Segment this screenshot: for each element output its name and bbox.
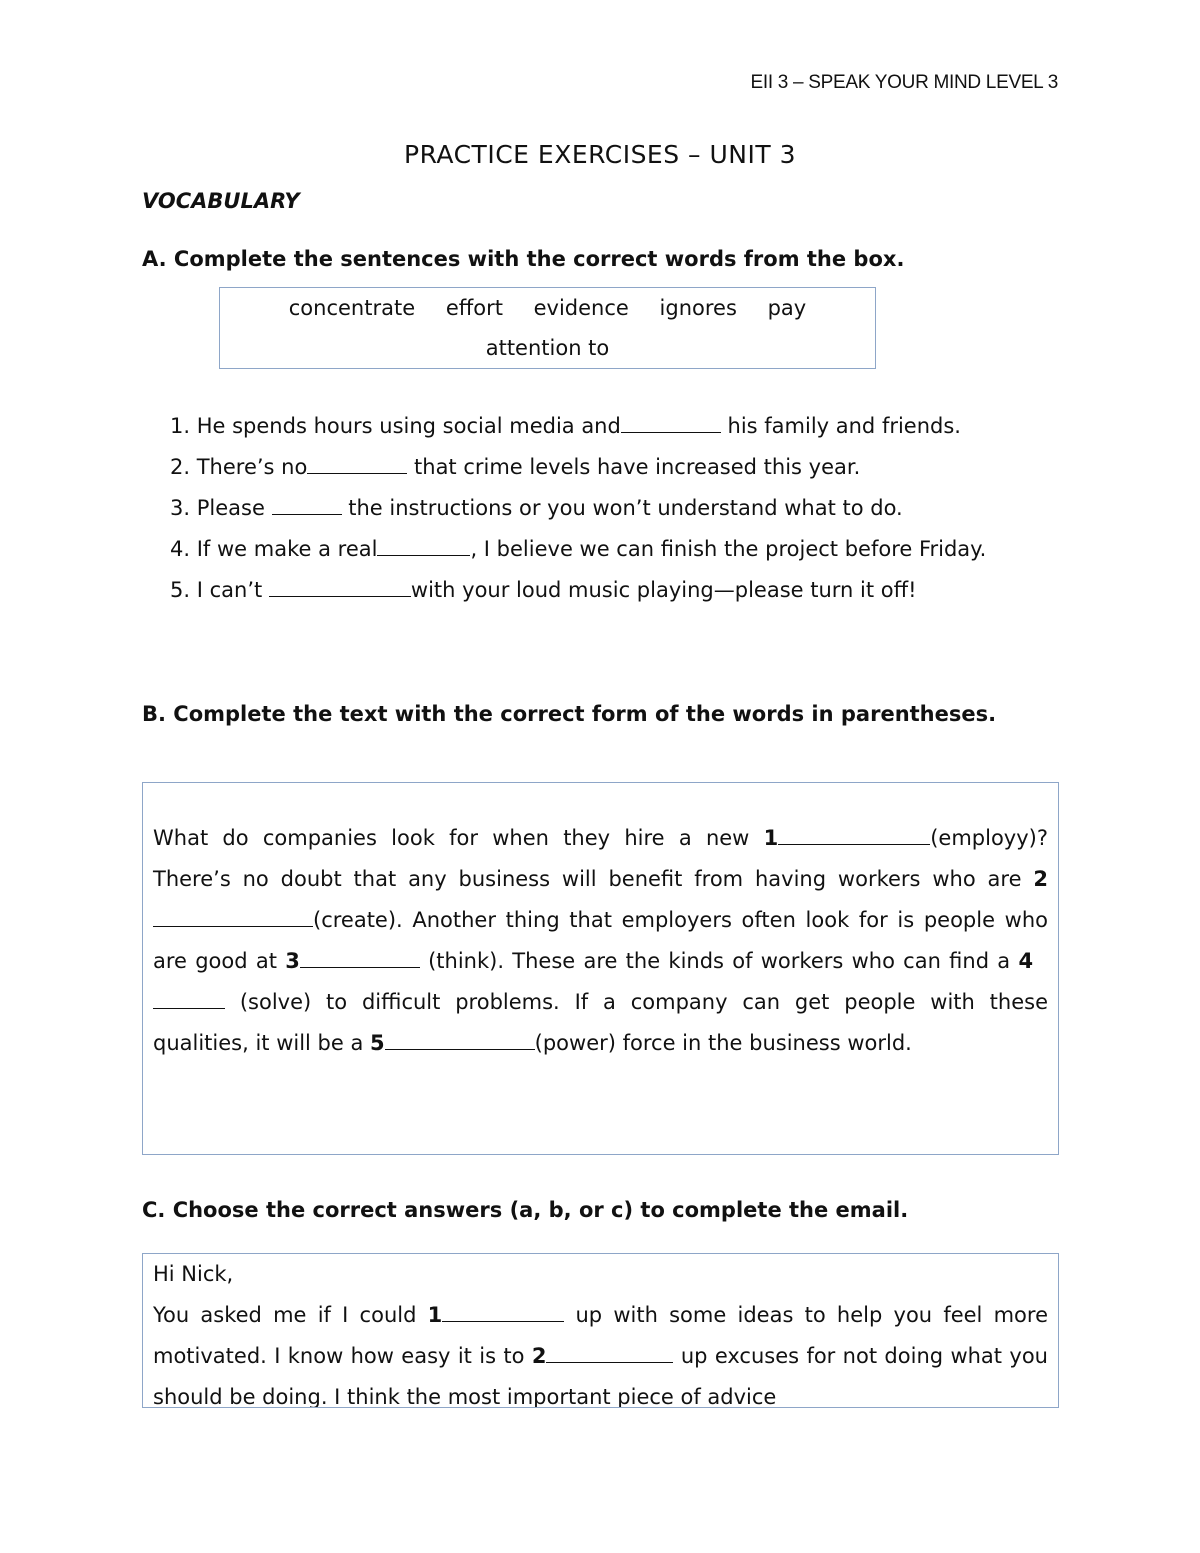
vocabulary-heading: VOCABULARY <box>142 189 300 213</box>
blank-line[interactable] <box>621 412 721 433</box>
gap-number: 5 <box>370 1031 385 1055</box>
text-box <box>142 782 1059 1155</box>
sentence-list <box>142 406 1062 611</box>
blank-line[interactable] <box>385 1029 535 1050</box>
sentence-text: He spends hours using social media and <box>196 414 621 438</box>
sentence-text: the instructions or you won’t understand what to do. <box>341 496 903 520</box>
passage-fragment: What do companies look for when they hire a new <box>153 826 764 850</box>
sentence-number: 1. <box>170 414 191 438</box>
list-item <box>142 447 1062 488</box>
blank-line[interactable] <box>153 906 313 927</box>
blank-line[interactable] <box>442 1301 564 1322</box>
gap-number: 1 <box>763 826 779 850</box>
passage-fragment: There’s no doubt that any business will benefit from having workers who are <box>153 867 1034 891</box>
email-fragment: up excuses for not doing what you should be doing. I think the most important piece of advice <box>153 1344 1048 1408</box>
list-item <box>142 406 1062 447</box>
blank-line[interactable] <box>546 1342 673 1363</box>
email-body <box>153 1295 1048 1408</box>
sentence-number: 5. <box>170 578 191 602</box>
email-fragment: You asked me if I could <box>153 1303 428 1327</box>
blank-line[interactable] <box>307 453 407 474</box>
page-header: EII 3 – SPEAK YOUR MIND LEVEL 3 <box>750 72 1058 93</box>
gap-number: 2 <box>1033 867 1048 891</box>
word-box-item: evidence <box>533 296 629 320</box>
word-box-item: concentrate <box>288 296 416 320</box>
document-title: PRACTICE EXERCISES – UNIT 3 <box>404 140 796 169</box>
word-box-item: ignores <box>659 296 737 320</box>
blank-line[interactable] <box>778 824 930 845</box>
sentence-text: his family and friends. <box>720 414 961 438</box>
word-box-item: effort <box>445 296 503 320</box>
sentence-number: 2. <box>170 455 191 479</box>
sentence-text: with your loud music playing—please turn it off! <box>410 578 917 602</box>
blank-line[interactable] <box>300 947 420 968</box>
sentence-text: Please <box>196 496 272 520</box>
gap-number: 2 <box>531 1344 547 1368</box>
blank-line[interactable] <box>377 535 470 556</box>
sentence-text: , I believe we can finish the project before Friday. <box>470 537 987 561</box>
sentence-number: 3. <box>170 496 191 520</box>
passage-text <box>153 818 1048 1064</box>
list-item <box>142 529 1062 570</box>
section-b-instruction: B. Complete the text with the correct form of the words in parentheses. <box>142 702 997 726</box>
passage-fragment: (solve) to difficult problems. If a company can get people with these qualities, it will be a <box>153 990 1048 1055</box>
passage-fragment: (create). Another thing that employers often look for is people who are good at <box>153 908 1048 973</box>
word-box <box>219 287 876 369</box>
word-box-item: attention to <box>485 336 610 360</box>
passage-fragment: (employy)? <box>930 826 1048 850</box>
gap-number: 1 <box>427 1303 443 1327</box>
passage-fragment: (power) force in the business world. <box>534 1031 912 1055</box>
sentence-text: If we make a real <box>196 537 378 561</box>
blank-line[interactable] <box>272 494 342 515</box>
list-item <box>142 488 1062 529</box>
blank-line[interactable] <box>269 576 411 597</box>
sentence-text: There’s no <box>196 455 308 479</box>
gap-number: 3 <box>285 949 300 973</box>
section-a-instruction: A. Complete the sentences with the correct words from the box. <box>142 247 905 271</box>
word-box-item: pay <box>767 296 807 320</box>
email-greeting: Hi Nick, <box>153 1262 234 1286</box>
blank-line[interactable] <box>153 988 225 1009</box>
sentence-text: I can’t <box>196 578 269 602</box>
list-item <box>142 570 1062 611</box>
email-fragment: up with some ideas to help you feel more motivated. I know how easy it is to <box>153 1303 1048 1368</box>
passage-fragment: (think). These are the kinds of workers who can find a <box>419 949 1019 973</box>
sentence-text: that crime levels have increased this year. <box>407 455 861 479</box>
sentence-number: 4. <box>170 537 191 561</box>
gap-number: 4 <box>1018 949 1034 973</box>
section-c-instruction: C. Choose the correct answers (a, b, or c) to complete the email. <box>142 1198 909 1222</box>
email-box <box>142 1253 1059 1408</box>
